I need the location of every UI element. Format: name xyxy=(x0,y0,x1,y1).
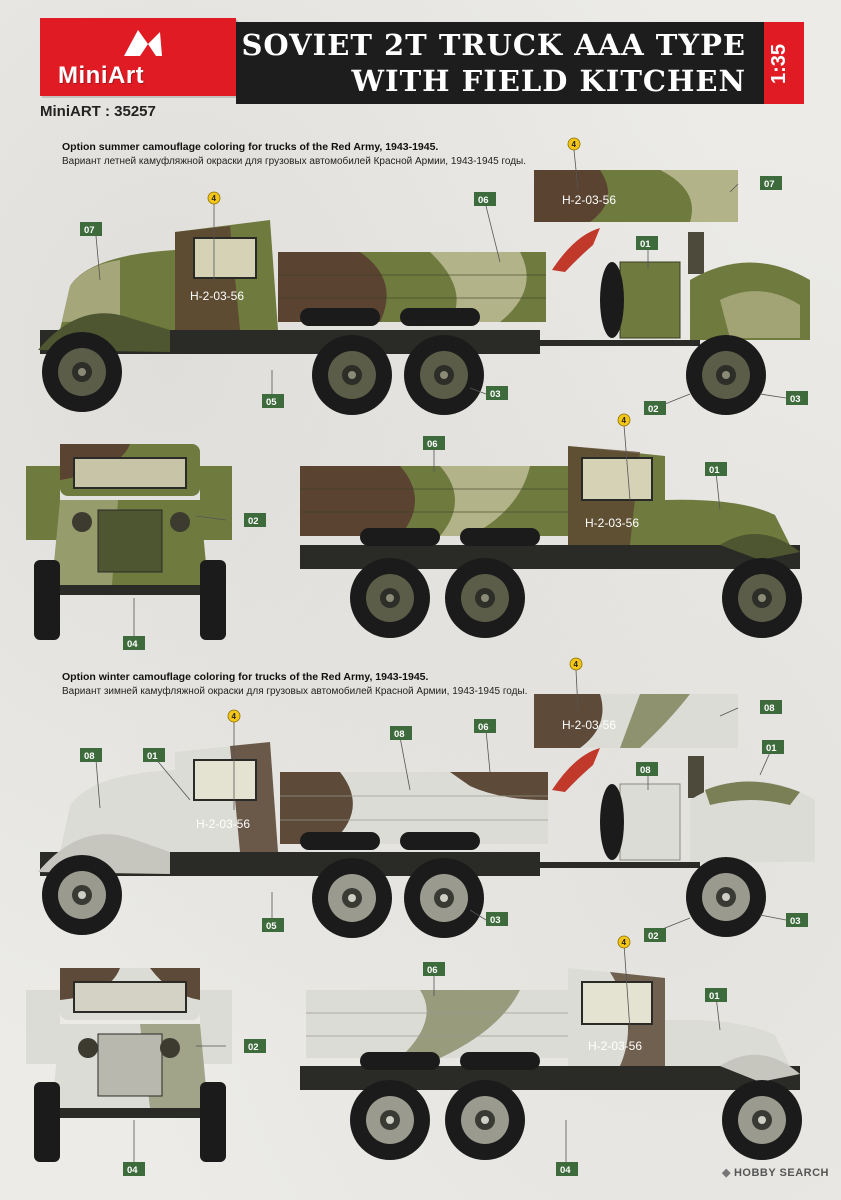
svg-text:02: 02 xyxy=(248,516,259,527)
callout-01-b xyxy=(705,462,727,476)
callout-01-a xyxy=(636,236,658,250)
summer-side-plate: H-2-03-56 xyxy=(190,289,245,303)
svg-text:05: 05 xyxy=(266,921,277,932)
callout-04-b xyxy=(123,1162,145,1176)
callout-01-d xyxy=(762,740,784,754)
callout-01-e xyxy=(705,988,727,1002)
marking-4-c xyxy=(618,414,630,426)
svg-text:06: 06 xyxy=(478,722,489,733)
svg-text:01: 01 xyxy=(709,991,720,1002)
callout-08-a xyxy=(80,748,102,762)
winter-truck-front xyxy=(26,968,232,1162)
svg-text:08: 08 xyxy=(640,765,651,776)
summer-right-plate: H-2-03-56 xyxy=(585,516,640,530)
summer-truck-front xyxy=(26,444,232,640)
svg-text:4: 4 xyxy=(573,660,578,669)
svg-text:01: 01 xyxy=(147,751,158,762)
winter-side-panel xyxy=(534,694,738,792)
callout-03-b xyxy=(786,391,808,405)
svg-text:03: 03 xyxy=(490,915,501,926)
svg-text:08: 08 xyxy=(84,751,95,762)
callout-08-d xyxy=(636,762,658,776)
watermark-text: HOBBY SEARCH xyxy=(733,1167,829,1179)
winter-right-plate: H-2-03-56 xyxy=(588,1039,643,1053)
summer-caption-ru: Вариант летней камуфляжной окраски для грузовых автомобилей Красной Армии, 1943-1945 годы. xyxy=(62,156,527,167)
svg-text:02: 02 xyxy=(248,1042,259,1053)
callout-03-d xyxy=(786,913,808,927)
callout-07-b xyxy=(760,176,782,190)
svg-text:04: 04 xyxy=(127,639,138,650)
marking-4-d xyxy=(570,658,582,670)
callout-08-c xyxy=(760,700,782,714)
callout-03-c xyxy=(486,912,508,926)
product-code: MiniART : 35257 xyxy=(40,103,156,120)
svg-text:4: 4 xyxy=(621,938,626,947)
svg-text:04: 04 xyxy=(127,1165,138,1176)
callout-05-b xyxy=(262,918,284,932)
svg-text:05: 05 xyxy=(266,397,277,408)
summer-panel-plate: H-2-03-56 xyxy=(562,193,617,207)
marking-4-f xyxy=(618,936,630,948)
svg-text:03: 03 xyxy=(490,389,501,400)
marking-4-b xyxy=(568,138,580,150)
callout-06-d xyxy=(423,962,445,976)
title-line-1: SOVIET 2T TRUCK AAA TYPE xyxy=(241,28,746,62)
svg-text:03: 03 xyxy=(790,916,801,927)
winter-side-plate: H-2-03-56 xyxy=(196,817,251,831)
marking-4-a xyxy=(208,192,220,204)
svg-text:02: 02 xyxy=(648,404,659,415)
winter-truck-side xyxy=(38,742,548,938)
winter-caption-en: Option winter camouflage coloring for trucks of the Red Army, 1943-1945. xyxy=(62,671,429,683)
summer-truck-side xyxy=(38,220,546,415)
svg-text:04: 04 xyxy=(560,1165,571,1176)
summer-caption-en: Option summer camouflage coloring for trucks of the Red Army, 1943-1945. xyxy=(62,141,439,153)
scale-text: 1:35 xyxy=(768,43,790,84)
svg-text:4: 4 xyxy=(231,712,236,721)
svg-text:07: 07 xyxy=(84,225,95,236)
callout-02-c xyxy=(644,928,666,942)
svg-text:4: 4 xyxy=(621,416,626,425)
svg-text:01: 01 xyxy=(766,743,777,754)
title-line-2: WITH FIELD KITCHEN xyxy=(351,64,746,98)
callout-05-a xyxy=(262,394,284,408)
svg-text:08: 08 xyxy=(764,703,775,714)
callout-04-a xyxy=(123,636,145,650)
callout-01-c xyxy=(143,748,165,762)
callout-07-a xyxy=(80,222,102,236)
svg-text:08: 08 xyxy=(394,729,405,740)
callout-02-d xyxy=(244,1039,266,1053)
winter-panel-plate: H-2-03-56 xyxy=(562,718,617,732)
svg-text:02: 02 xyxy=(648,931,659,942)
callout-02-a xyxy=(644,401,666,415)
svg-text:06: 06 xyxy=(427,439,438,450)
marking-4-e xyxy=(228,710,240,722)
svg-text:07: 07 xyxy=(764,179,775,190)
watermark-logo-icon: ◆ xyxy=(722,1167,731,1179)
callout-03-a xyxy=(486,386,508,400)
callout-08-b xyxy=(390,726,412,740)
callout-04-c xyxy=(556,1162,578,1176)
hobby-search-watermark xyxy=(722,1166,829,1179)
callout-06-c xyxy=(474,719,496,733)
svg-text:06: 06 xyxy=(478,195,489,206)
svg-text:4: 4 xyxy=(211,194,216,203)
svg-text:06: 06 xyxy=(427,965,438,976)
callout-02-b xyxy=(244,513,266,527)
svg-text:01: 01 xyxy=(640,239,651,250)
winter-caption-ru: Вариант зимней камуфляжной окраски для грузовых автомобилей Красной Армии, 1943-1945 годы. xyxy=(62,686,528,697)
callout-06-b xyxy=(423,436,445,450)
logo-text: MiniArt xyxy=(58,62,145,89)
svg-text:01: 01 xyxy=(709,465,720,476)
svg-text:03: 03 xyxy=(790,394,801,405)
summer-side-panel xyxy=(534,170,738,272)
callout-06-a xyxy=(474,192,496,206)
svg-text:4: 4 xyxy=(571,140,576,149)
